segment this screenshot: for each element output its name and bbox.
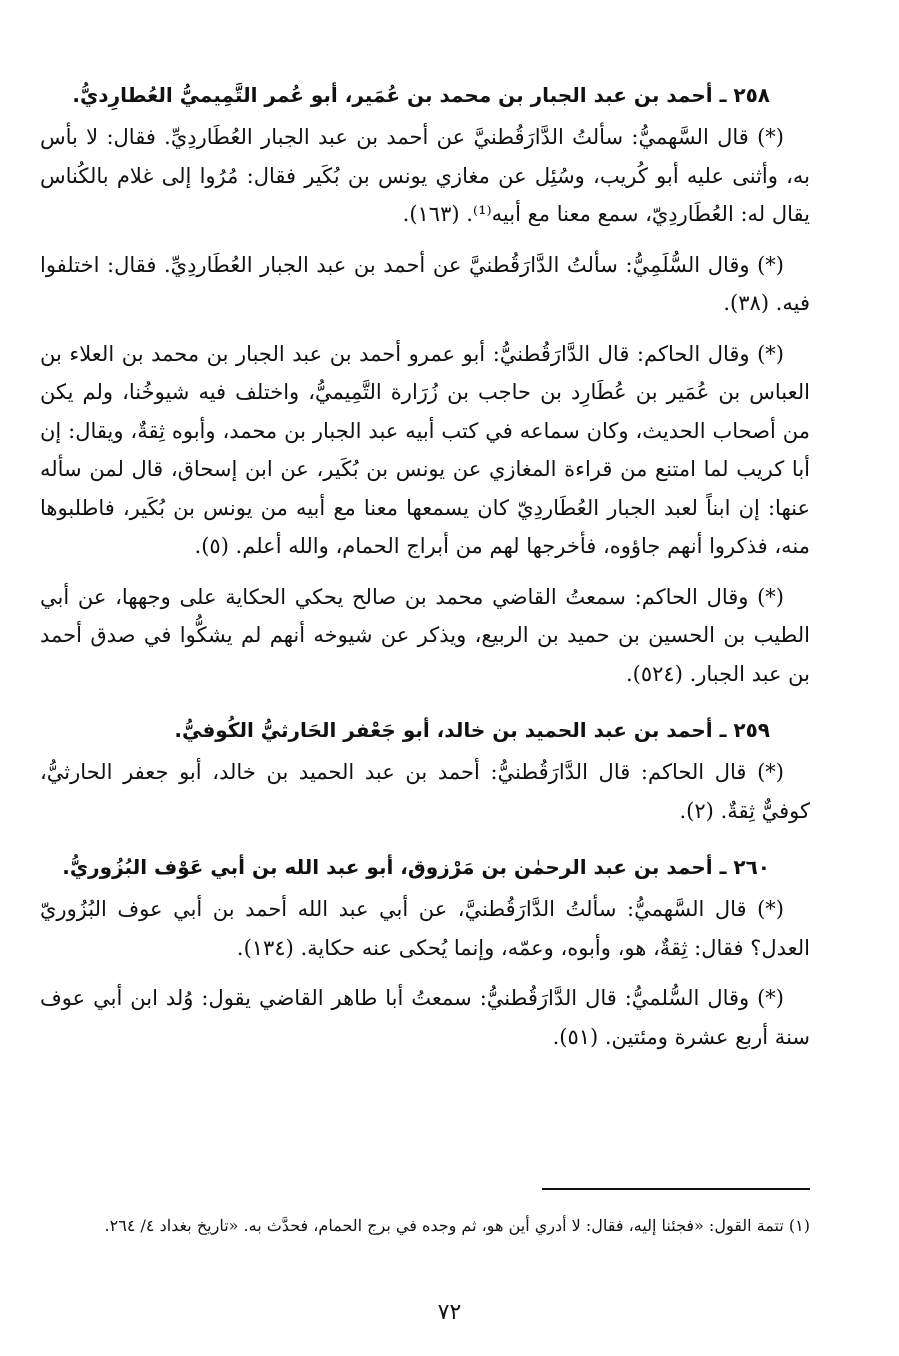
paragraph: (*) قال السَّهميُّ: سألتُ الدَّارَقُطنيَّ عن أحمد بن عبد الجبار العُطَاردِيِّ. فقال: لا بأس به، وأثنى عليه أبو كُريب، وسُئِل عن مغازي يونس بن بُكَير فقال: مُرُوا إلى غلام بالكُناس يقال له: العُطَاردِيّ، سمع معنا مع أبيه⁽¹⁾. (١٦٣). (40, 125, 810, 226)
paragraph: (*) وقال الحاكم: سمعتُ القاضي محمد بن صالح يحكي الحكاية على وجهها، عن أبي الطيب بن الحسين بن حميد بن الربيع، ويذكر عن شيوخه أنهم لم يشكُّوا في صدق أحمد بن عبد الجبار. (٥٢٤). (40, 584, 810, 686)
entry-260 (40, 850, 810, 1056)
paragraph: (*) وقال السُّلَمِيُّ: سألتُ الدَّارَقُطنيَّ عن أحمد بن عبد الجبار العُطَاردِيِّ. فقال: اختلفوا فيه. (٣٨). (40, 252, 810, 315)
entry-title: ٢٥٨ ـ أحمد بن عبد الجبار بن محمد بن عُمَير، أبو عُمر التَّمِيميُّ العُطارِديُّ. (72, 83, 770, 107)
footnote-divider (542, 1188, 810, 1190)
page-body (40, 78, 810, 1076)
paragraph: (*) قال السَّهميُّ: سألتُ الدَّارَقُطنيَّ، عن أبي عبد الله أحمد بن أبي عوف البُزُوريّ العدل؟ فقال: ثِقةٌ، هو، وأبوه، وعمّه، وإنما يُحكى عنه حكاية. (١٣٤). (40, 897, 810, 960)
entry-title: ٢٥٩ ـ أحمد بن عبد الحميد بن خالد، أبو جَعْفر الحَارثيُّ الكُوفيُّ. (174, 718, 770, 742)
footnote: (١) تتمة القول: «فجئنا إليه، فقال: لا أدري أين هو، ثم وجده في برج الحمام، فحدَّث به. «تاريخ بغداد ٤/ ٢٦٤. (104, 1216, 810, 1235)
entry-259 (40, 713, 810, 830)
page-number: ٧٢ (437, 1300, 462, 1325)
paragraph: (*) وقال الحاكم: قال الدَّارَقُطنيُّ: أبو عمرو أحمد بن عبد الجبار بن محمد بن العلاء بن العباس بن عُمَير بن عُطَارِد بن حاجب بن زُرَارة التَّمِيميُّ، واختلف فيه شيوخُنا، ولم يكن من أصحاب الحديث، وكان سماعه في كتب أبيه عبد الجبار بن محمد، وأبوه ثِقةٌ، ويقال: إن أبا كريب لما امتنع من قراءة المغازي عن يونس بن بُكَير، عن ابن إسحاق، قال لمن سأله عنها: إن ابناً لعبد الجبار العُطَاردِيّ كان يسمعها معنا مع أبيه من يونس بن بُكَير، فاطلبوها منه، فذكروا أنهم جاؤوه، فأخرجها لهم من أبراج الحمام، والله أعلم. (٥). (40, 341, 810, 558)
entry-258 (40, 78, 810, 693)
entry-title: ٢٦٠ ـ أحمد بن عبد الرحمٰن بن مَرْزوق، أبو عبد الله بن أبي عَوْف البُزُوريُّ. (62, 855, 770, 879)
paragraph: (*) وقال السُّلميُّ: قال الدَّارَقُطنيُّ: سمعتُ أبا طاهر القاضي يقول: وُلد ابن أبي عوف سنة أربع عشرة ومئتين. (٥١). (40, 986, 810, 1049)
paragraph: (*) قال الحاكم: قال الدَّارَقُطنيُّ: أحمد بن عبد الحميد بن خالد، أبو جعفر الحارثيُّ، كوفيٌّ ثِقةٌ. (٢). (40, 760, 810, 823)
